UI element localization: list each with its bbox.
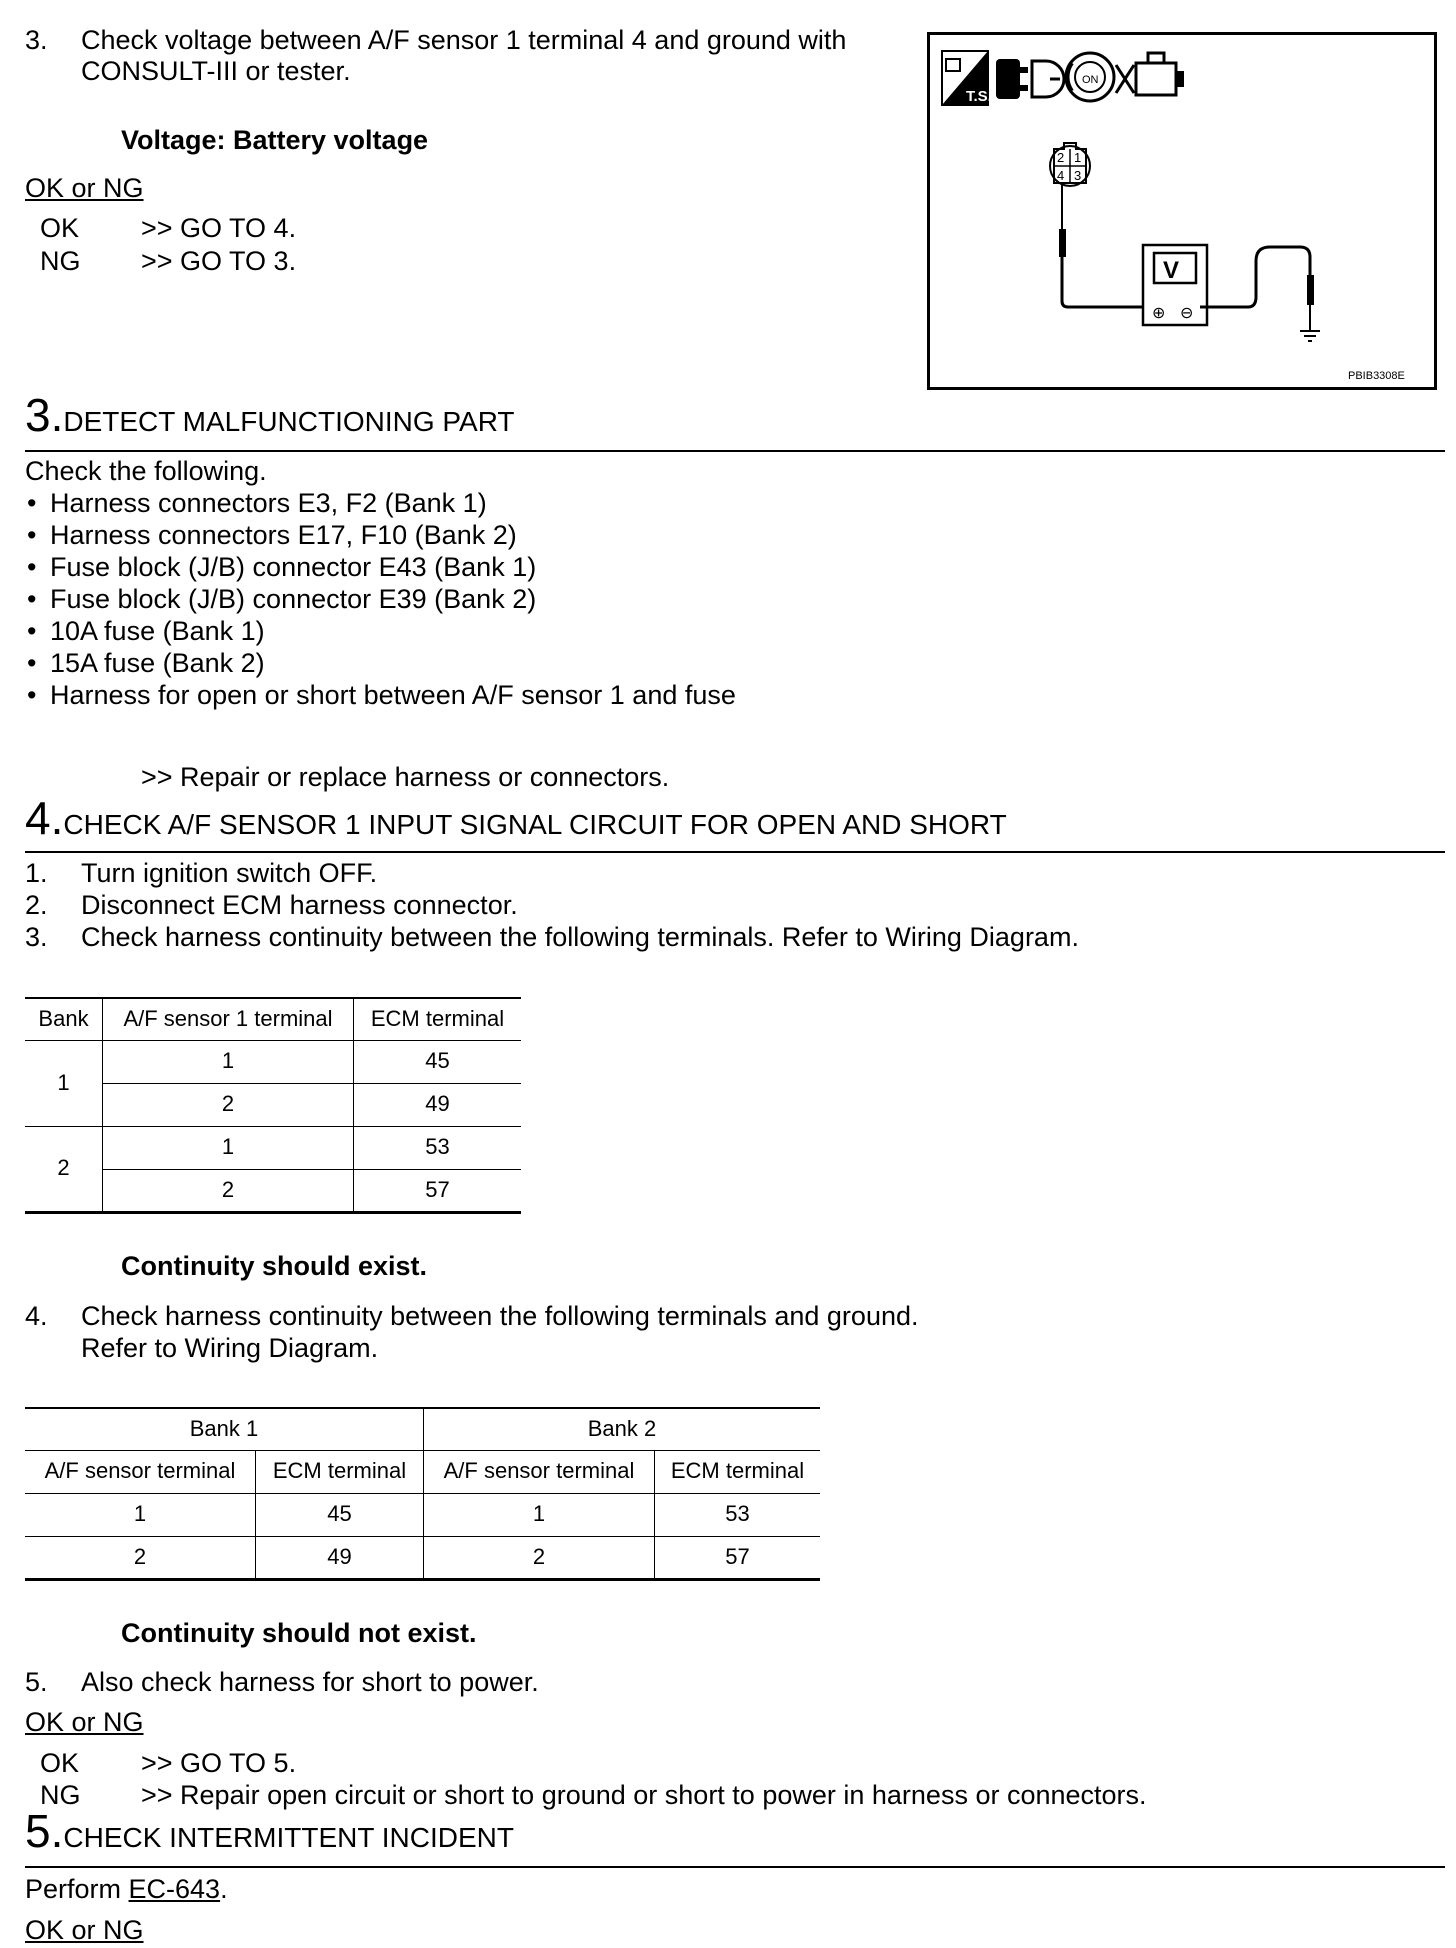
bank-cell: 1 [25, 1040, 103, 1126]
heading-rule [25, 450, 1445, 452]
perform-suffix: . [220, 1874, 228, 1904]
table-cell: 57 [725, 1543, 750, 1569]
ec-643-link[interactable]: EC-643 [128, 1874, 221, 1904]
svg-text:2: 2 [1057, 150, 1065, 165]
table-row [25, 1536, 820, 1579]
list-item: • 10A fuse (Bank 1) [25, 615, 736, 647]
group-header: Bank 2 [587, 1416, 657, 1442]
short-to-ground-table [25, 1407, 820, 1581]
voltage-check-figure [927, 32, 1437, 390]
heading-rule [25, 851, 1445, 853]
ok-ng-heading: OK or NG [25, 1707, 144, 1737]
table-cell: 2 [103, 1169, 354, 1212]
svg-text:⊖: ⊖ [1180, 303, 1194, 322]
step-title: CHECK A/F SENSOR 1 INPUT SIGNAL CIRCUIT FOR OPEN AND SHORT [63, 809, 1007, 840]
list-number: 1. [25, 858, 48, 888]
table-row [25, 1126, 521, 1169]
column-header: A/F sensor terminal [424, 1450, 655, 1493]
check-list [25, 487, 736, 711]
ng-label: NG [40, 246, 81, 276]
table-row [25, 1040, 521, 1083]
table-cell: 1 [103, 1040, 354, 1083]
svg-text:ON: ON [1082, 74, 1099, 86]
instruction-text: Disconnect ECM harness connector. [81, 890, 518, 920]
list-item: • Harness connectors E17, F10 (Bank 2) [25, 519, 736, 551]
column-header: ECM terminal [256, 1450, 424, 1493]
table-cell: 1 [424, 1493, 655, 1536]
instruction-text: Refer to Wiring Diagram. [81, 1333, 379, 1363]
svg-text:3: 3 [1074, 168, 1082, 183]
perform-prefix: Perform [25, 1874, 129, 1904]
list-item: • Fuse block (J/B) connector E43 (Bank 1) [25, 551, 736, 583]
table-cell: 53 [425, 1134, 450, 1160]
table-cell: 49 [425, 1091, 450, 1117]
ok-ng-heading: OK or NG [25, 1915, 144, 1945]
instruction-text: Check voltage between A/F sensor 1 terminal 4 and ground with [81, 25, 847, 55]
table-cell: 45 [256, 1493, 424, 1536]
trouble-shooting-icon [942, 51, 992, 105]
instruction-text: Check harness continuity between the following terminals. Refer to Wiring Diagram. [81, 922, 1079, 952]
spec-text: Continuity should not exist. [121, 1618, 477, 1648]
step-3-heading [25, 389, 515, 441]
step-title: DETECT MALFUNCTIONING PART [63, 406, 515, 437]
column-header: A/F sensor terminal [25, 1450, 256, 1493]
table-cell: 2 [25, 1536, 256, 1579]
svg-text:4: 4 [1057, 168, 1065, 183]
circuit-diagram [930, 35, 1434, 387]
ng-action: >> Repair open circuit or short to ground or short to power in harness or connectors. [141, 1780, 1147, 1810]
table-cell: 2 [103, 1083, 354, 1126]
ng-action: >> GO TO 3. [141, 246, 297, 276]
ok-action: >> GO TO 5. [141, 1748, 297, 1778]
svg-text:1: 1 [1074, 150, 1082, 165]
sensor-connector [1050, 143, 1090, 186]
list-number: 5. [25, 1667, 48, 1697]
table-cell: 45 [425, 1048, 450, 1074]
list-number: 3. [25, 922, 48, 952]
column-header: A/F sensor 1 terminal [103, 998, 354, 1040]
spec-text: Continuity should exist. [121, 1251, 428, 1281]
table-cell: 1 [103, 1126, 354, 1169]
perform-text [25, 1873, 228, 1905]
ok-label: OK [40, 1748, 80, 1778]
list-number: 4. [25, 1301, 48, 1331]
figure-code: PBIB3308E [1348, 370, 1405, 382]
table-row [25, 1493, 820, 1536]
step-number: 5. [25, 1805, 64, 1857]
list-item: • Fuse block (J/B) connector E39 (Bank 2) [25, 583, 736, 615]
ignition-on-icon [1066, 53, 1114, 101]
repair-action: >> Repair or replace harness or connectors. [141, 762, 670, 792]
continuity-table [25, 997, 521, 1214]
step-title: CHECK INTERMITTENT INCIDENT [63, 1822, 514, 1853]
connector-disconnect-icon [996, 59, 1064, 99]
ground-icon [1300, 331, 1320, 341]
spec-text: Voltage: Battery voltage [121, 125, 429, 155]
instruction-text: Check harness continuity between the following terminals and ground. [81, 1301, 919, 1331]
instruction-text: Also check harness for short to power. [81, 1667, 539, 1697]
voltmeter [1143, 245, 1207, 325]
svg-text:T.S.: T.S. [966, 88, 992, 105]
step-number: 4. [25, 792, 64, 844]
ok-ng-heading: OK or NG [25, 173, 144, 203]
engine-icon [1116, 53, 1184, 95]
negative-probe-lead [1200, 247, 1314, 331]
list-item: • Harness connectors E3, F2 (Bank 1) [25, 487, 736, 519]
group-header: Bank 1 [25, 1408, 424, 1450]
ok-action: >> GO TO 4. [141, 213, 297, 243]
column-header: ECM terminal [670, 1458, 805, 1484]
ok-label: OK [40, 213, 80, 243]
column-header: ECM terminal [370, 1006, 505, 1032]
step-5-heading [25, 1805, 514, 1857]
svg-text:⊕: ⊕ [1152, 303, 1166, 322]
positive-probe-lead [1059, 185, 1148, 307]
table-cell: 53 [725, 1501, 750, 1527]
table-cell: 2 [424, 1536, 655, 1579]
svg-text:V: V [1163, 257, 1180, 284]
step-number: 3. [25, 389, 64, 441]
table-cell: 1 [25, 1493, 256, 1536]
step-4-heading [25, 792, 1007, 844]
ng-label: NG [40, 1780, 81, 1810]
heading-rule [25, 1866, 1445, 1868]
table-cell: 57 [425, 1176, 450, 1202]
check-intro: Check the following. [25, 456, 267, 486]
instruction-text: CONSULT-III or tester. [81, 56, 351, 86]
list-item: • Harness for open or short between A/F sensor 1 and fuse [25, 679, 736, 711]
list-number: 2. [25, 890, 48, 920]
bank-cell: 2 [25, 1126, 103, 1212]
list-item: • 15A fuse (Bank 2) [25, 647, 736, 679]
table-cell: 49 [256, 1536, 424, 1579]
column-header: Bank [25, 998, 103, 1040]
list-number: 3. [25, 25, 48, 55]
instruction-text: Turn ignition switch OFF. [81, 858, 378, 888]
